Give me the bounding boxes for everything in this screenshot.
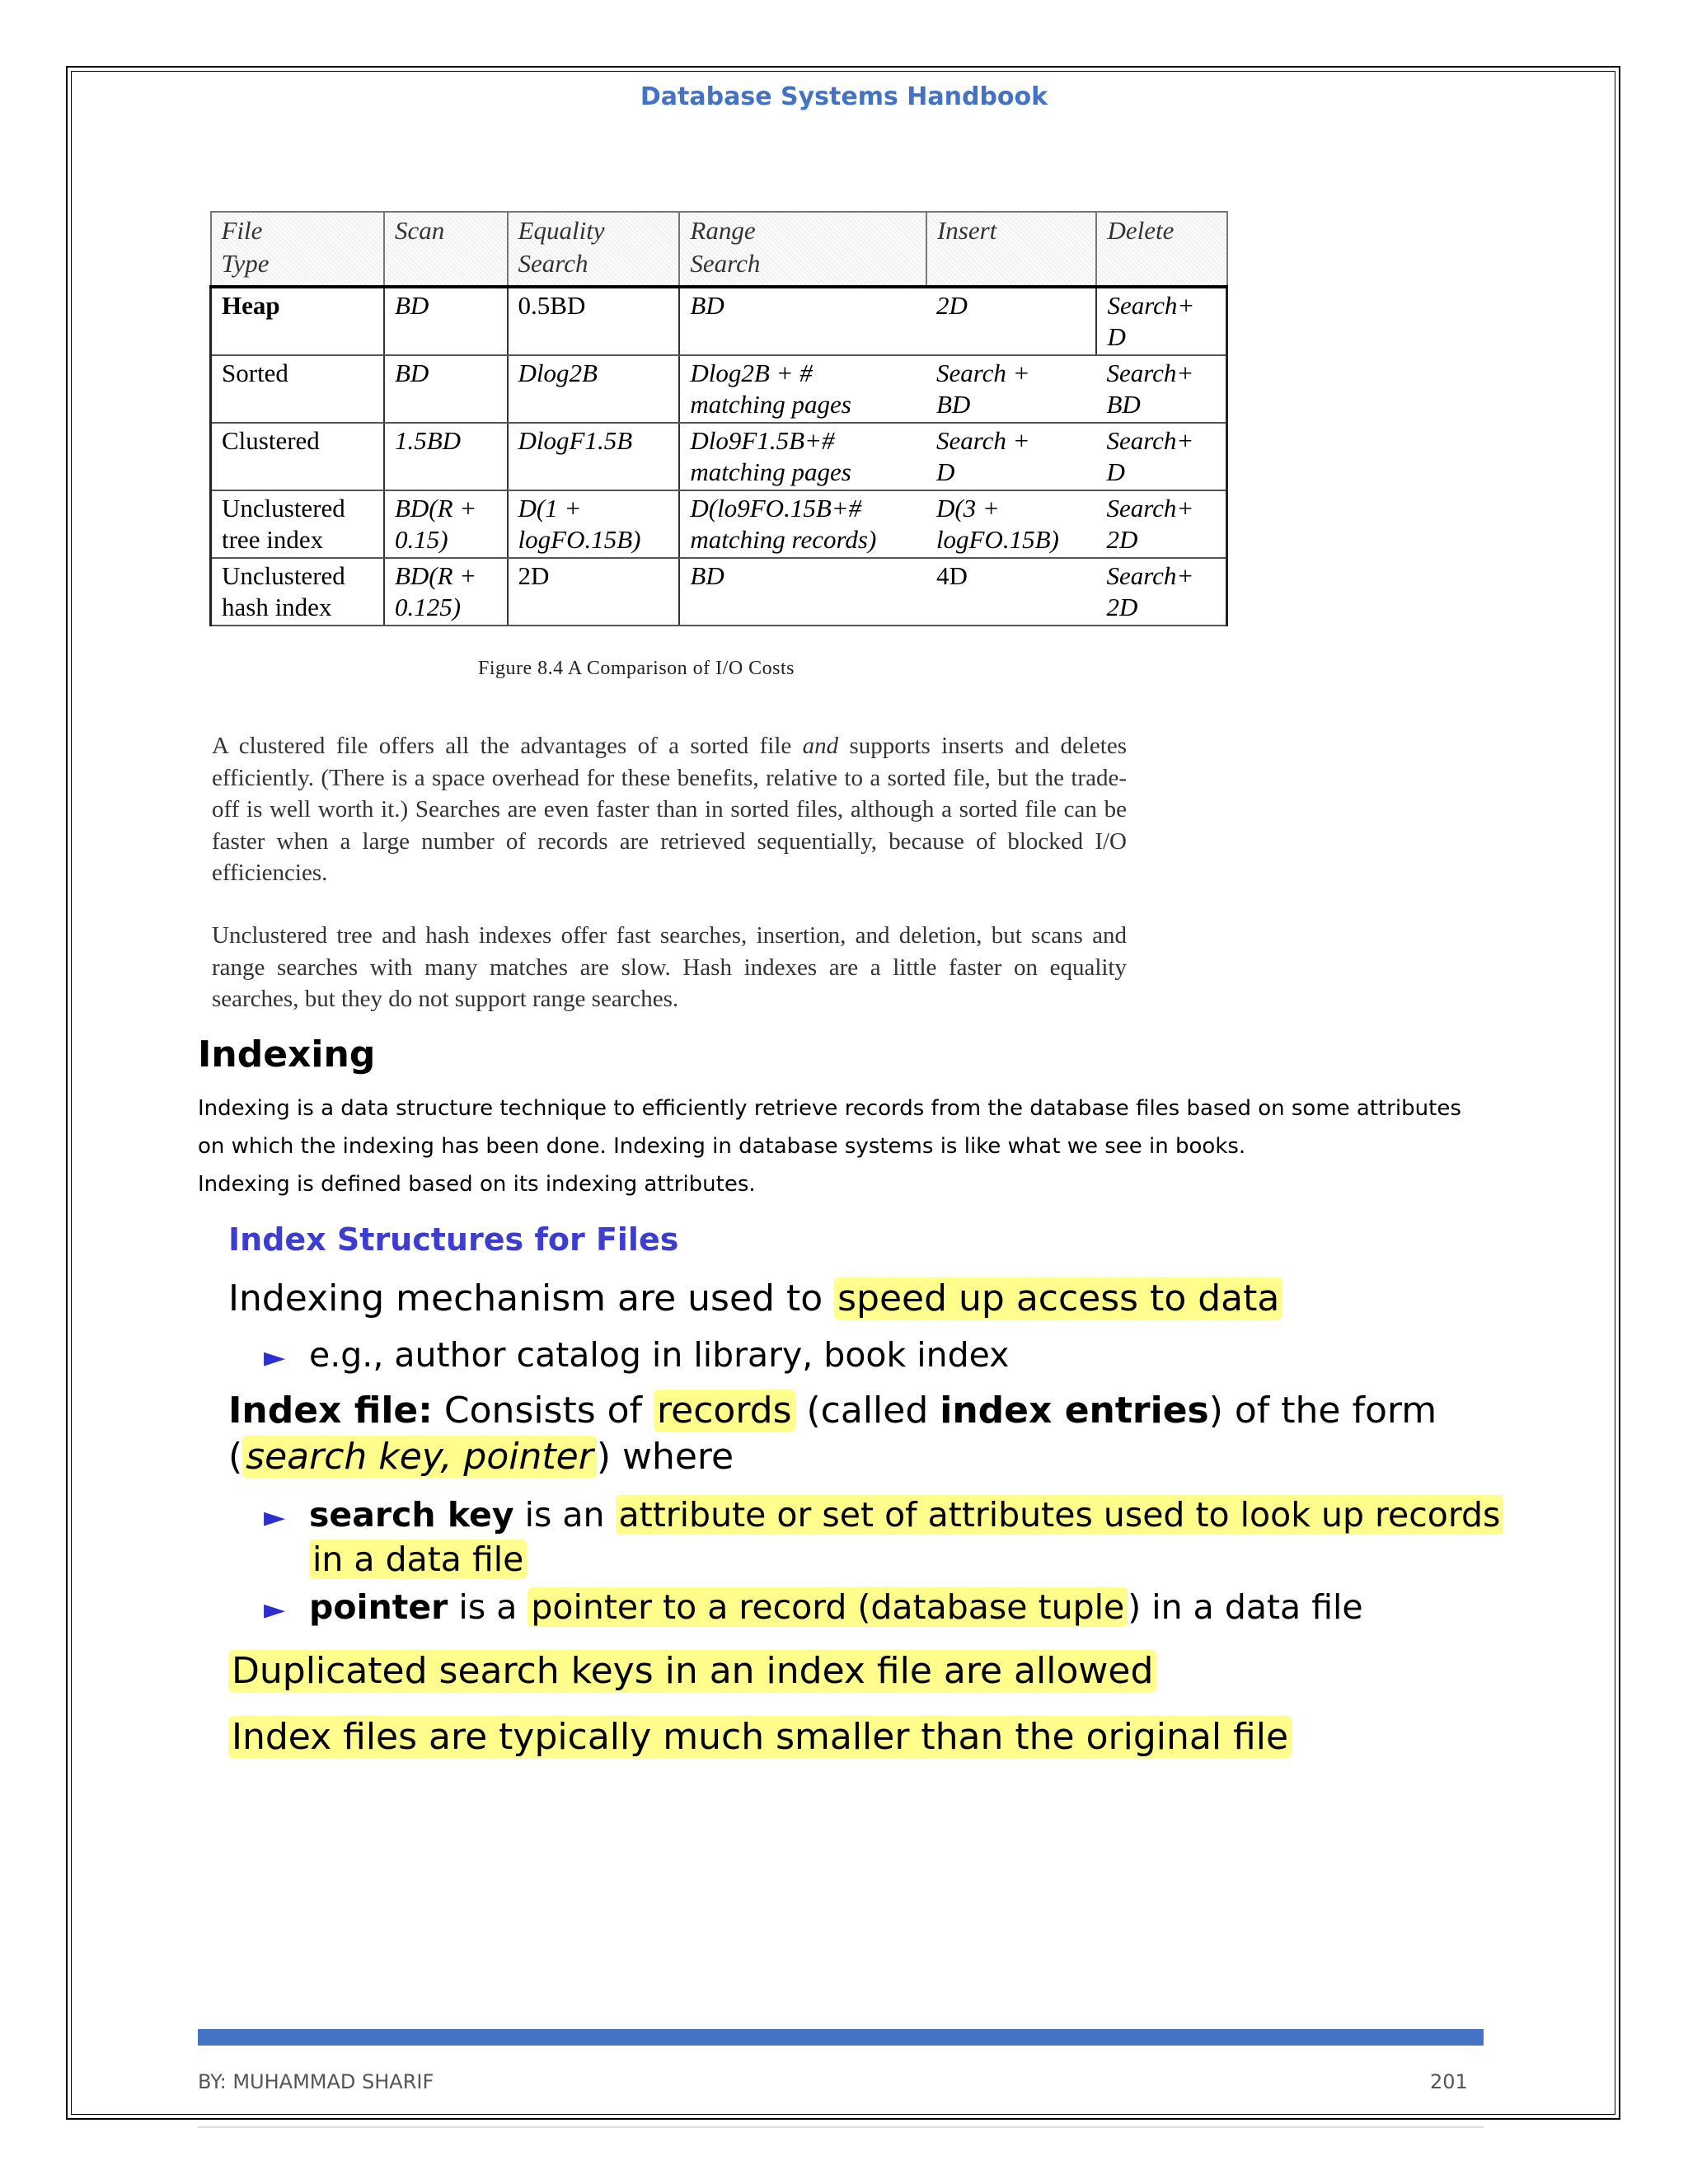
table-header-row: [211, 212, 1227, 287]
slide-line-pointer: ► pointer is a pointer to a record (database tuple) in a data file: [264, 1584, 1363, 1633]
footer-bar: [198, 2029, 1484, 2046]
col-header-insert: Insert: [926, 212, 1097, 287]
cell-type: Unclustered tree index: [211, 490, 384, 558]
cell-equality: 2D: [508, 558, 680, 626]
cell-delete: Search+ D: [1096, 287, 1226, 355]
indexing-line: Indexing is a data structure technique to efficiently retrieve records from the database files based on some attributes: [198, 1096, 1461, 1121]
cell-range: BD: [679, 287, 926, 355]
table-row: [211, 558, 1227, 626]
cell-range: D(lo9FO.15B+# matching records): [679, 490, 926, 558]
cell-range: BD: [679, 558, 926, 626]
col-header-equality: Equality Search: [508, 212, 680, 287]
slide-title: Index Structures for Files: [228, 1221, 679, 1258]
slide-line-form: (search key, pointer) where: [228, 1436, 734, 1478]
cell-insert: D(3 + logFO.15B): [926, 490, 1097, 558]
slide-line-mechanism: Indexing mechanism are used to speed up access to data: [228, 1276, 1282, 1322]
cell-delete: Search+ BD: [1096, 355, 1226, 423]
slide-line-smaller: Index files are typically much smaller than the original file: [228, 1714, 1292, 1760]
cell-scan: BD: [384, 355, 508, 423]
indexing-paragraph: [198, 1090, 1500, 1203]
slide-line-search-key: ► search key is an attribute or set of attributes used to look up records: [264, 1492, 1503, 1540]
paragraph-clustered: A clustered file offers all the advantages of a sorted file and supports inserts and deletes efficiently. (There is a space overhead for these benefits, relative to a sorted file, but the trade-off is well worth it.) Searches are even faster than in sorted files, although a sorted file can be faster when a large number of records are retrieved sequentially, because of blocked I/O efficiencies.: [212, 733, 1127, 886]
slide-line-search-key-cont: in a data file: [309, 1536, 527, 1582]
io-cost-table: [209, 211, 1228, 626]
slide-line-index-file: Index file: Consists of records (called index entries) of the form: [228, 1390, 1437, 1432]
cell-delete: Search+ 2D: [1096, 490, 1226, 558]
slide-line-duplicated: Duplicated search keys in an index file are allowed: [228, 1648, 1156, 1694]
table-row: [211, 355, 1227, 423]
section-heading-indexing: Indexing: [198, 1033, 376, 1076]
indexing-line: Indexing is defined based on its indexing attributes.: [198, 1172, 756, 1197]
col-header-range: Range Search: [679, 212, 926, 287]
table-row: [211, 490, 1227, 558]
cell-type: Unclustered hash index: [211, 558, 384, 626]
cell-type: Heap: [211, 287, 384, 355]
table-row: [211, 287, 1227, 355]
cell-range: Dlog2B + # matching pages: [679, 355, 926, 423]
cell-delete: Search+ 2D: [1096, 558, 1226, 626]
indexing-line: on which the indexing has been done. Indexing in database systems is like what we see in books.: [198, 1134, 1246, 1159]
cell-scan: BD: [384, 287, 508, 355]
cell-scan: BD(R + 0.15): [384, 490, 508, 558]
running-header: Database Systems Handbook: [640, 82, 1048, 111]
cell-equality: Dlog2B: [508, 355, 680, 423]
cell-scan: 1.5BD: [384, 423, 508, 490]
bullet-triangle-icon: ►: [264, 1501, 286, 1534]
bullet-triangle-icon: ►: [264, 1341, 286, 1374]
cell-equality: DlogF1.5B: [508, 423, 680, 490]
figure-caption: Figure 8.4 A Comparison of I/O Costs: [478, 658, 795, 679]
footer-author: BY: MUHAMMAD SHARIF: [198, 2070, 434, 2093]
cell-equality: 0.5BD: [508, 287, 680, 355]
table-row: [211, 423, 1227, 490]
cell-insert: Search + D: [926, 423, 1097, 490]
cell-insert: 4D: [926, 558, 1097, 626]
cell-insert: 2D: [926, 287, 1097, 355]
cell-type: Sorted: [211, 355, 384, 423]
slide-line-example: ► e.g., author catalog in library, book index: [264, 1332, 1009, 1380]
paragraph-unclustered: Unclustered tree and hash indexes offer fast searches, insertion, and deletion, but scans and range searches with many matches are slow. Hash indexes are a little faster on equality searches, but they do not support range searches.: [212, 922, 1127, 1012]
cell-insert: Search + BD: [926, 355, 1097, 423]
col-header-file-type: File Type: [211, 212, 384, 287]
bullet-triangle-icon: ►: [264, 1593, 286, 1626]
footer-divider: [198, 2126, 1484, 2128]
cell-type: Clustered: [211, 423, 384, 490]
cell-range: Dlo9F1.5B+# matching pages: [679, 423, 926, 490]
cell-scan: BD(R + 0.125): [384, 558, 508, 626]
footer-page-number: 201: [1430, 2070, 1468, 2093]
col-header-scan: Scan: [384, 212, 508, 287]
col-header-delete: Delete: [1096, 212, 1226, 287]
cell-equality: D(1 + logFO.15B): [508, 490, 680, 558]
cell-delete: Search+ D: [1096, 423, 1226, 490]
